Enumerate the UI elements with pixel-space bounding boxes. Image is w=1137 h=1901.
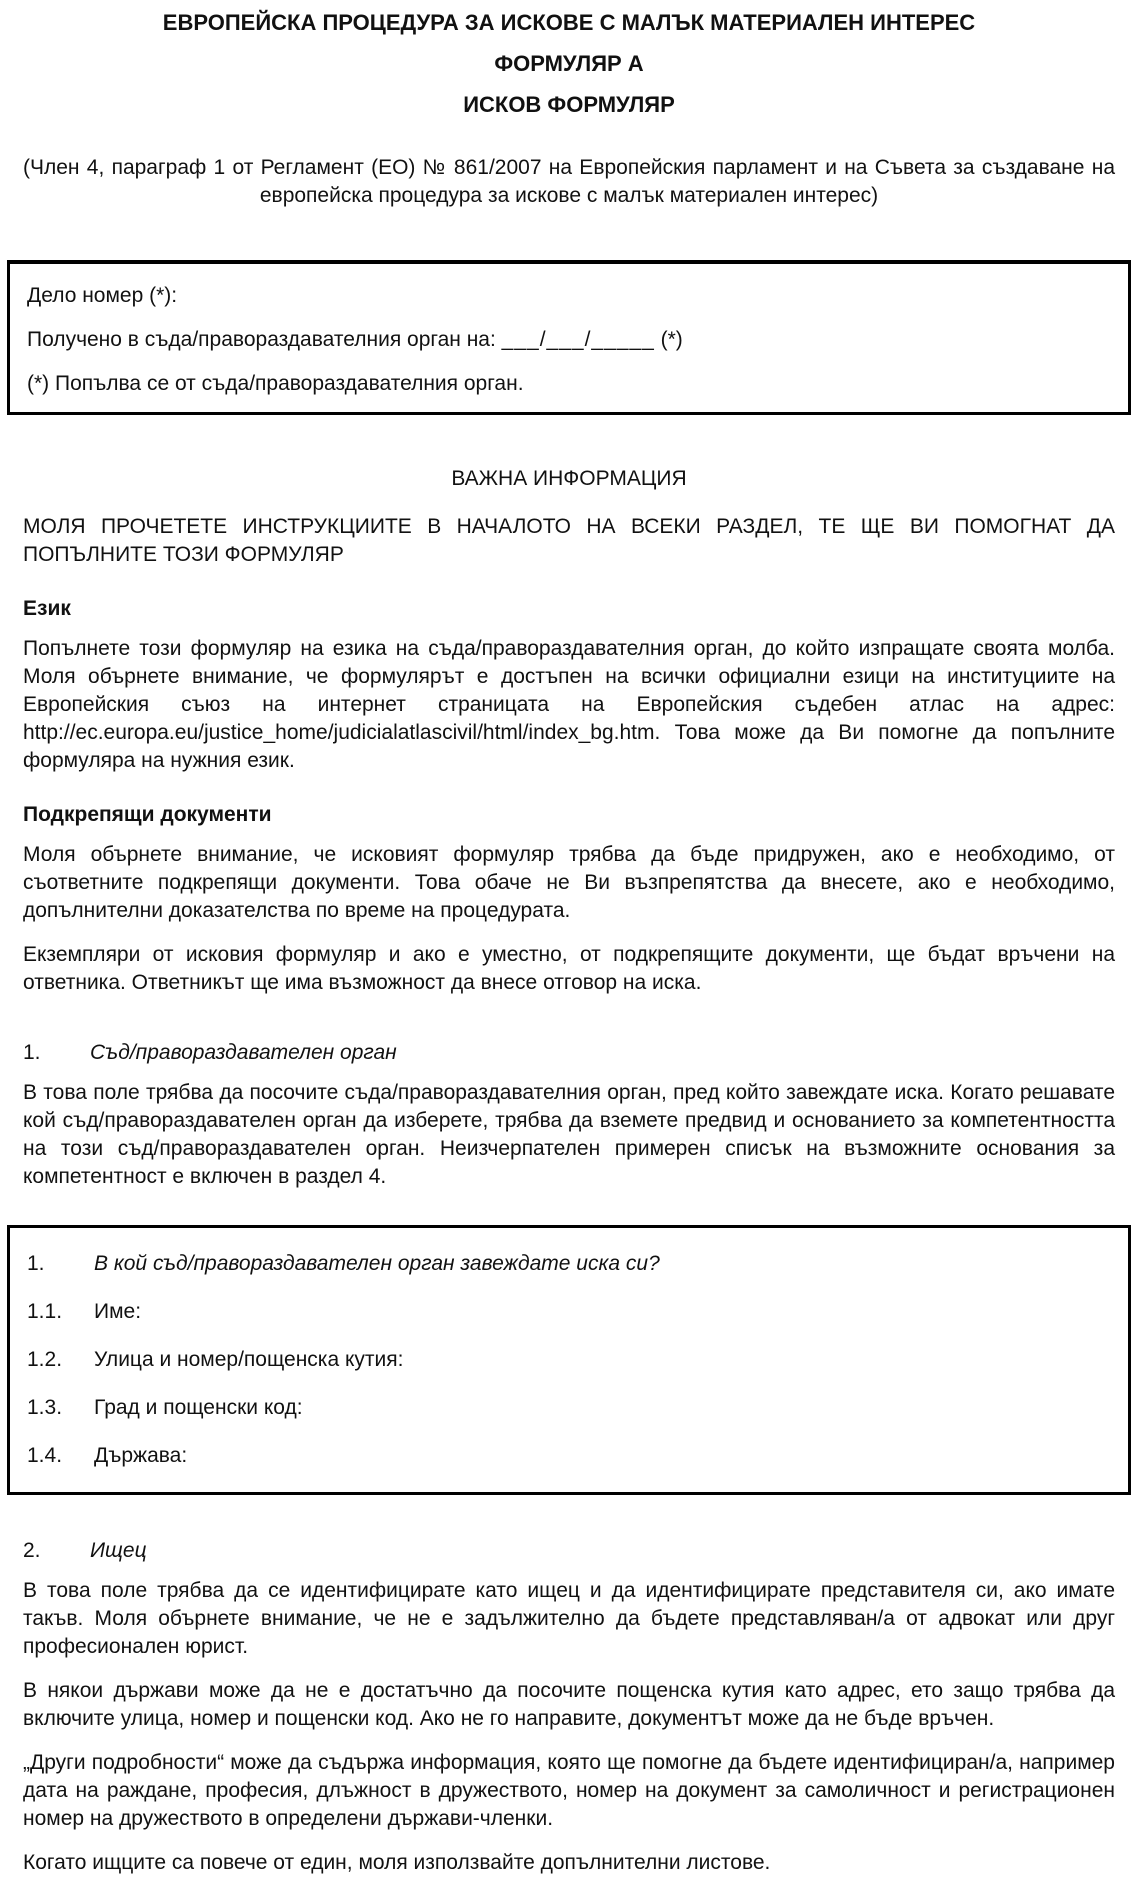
section-2-title: Ищец: [90, 1539, 147, 1562]
case-number-line: Дело номер (*):: [27, 284, 178, 307]
form-field-row: [27, 1394, 1112, 1422]
supporting-docs-heading: Подкрепящи документи: [23, 803, 272, 826]
document-title: ЕВРОПЕЙСКА ПРОЦЕДУРА ЗА ИСКОВЕ С МАЛЪК МАТЕРИАЛЕН ИНТЕРЕС: [162, 10, 976, 35]
section-2-paragraph: Когато ищците са повече от един, моля използвайте допълнителни листове.: [23, 1851, 771, 1874]
court-question-text: В кой съд/правораздавателен орган завеждате иска си?: [94, 1252, 660, 1275]
case-box-footnote: (*) Попълва се от съда/правораздавателния орган.: [27, 372, 524, 395]
field-number: 1.2.: [27, 1348, 63, 1371]
section-2-paragraph: В това поле трябва да се идентифицирате като ищец и да идентифицирате представителя си, ако имате такъв. Моля обърнете внимание, че не е задължително да бъдете представляван/а от адвокат или друг професионален юрист.: [23, 1579, 1115, 1658]
form-field-row: [27, 1298, 1112, 1326]
section-2-paragraph: „Други подробности“ може да съдържа информация, която ще помогне да бъдете идентифициран/а, например дата на раждане, професия, длъжност в дружеството, номер на документ за самоличност и регистрационен номер на дружеството в определени държави-членки.: [23, 1751, 1115, 1830]
section-1-number: 1.: [23, 1041, 41, 1064]
field-label-name: Име:: [94, 1300, 142, 1323]
field-label-street: Улица и номер/пощенска кутия:: [94, 1348, 404, 1371]
form-label: ФОРМУЛЯР А: [494, 51, 644, 76]
section-1-body: В това поле трябва да посочите съда/правораздавателния орган, пред който завеждате иска. Когато решавате кой съд/правораздавателен орган да изберете, трябва да вземете предвид и основанието за компетентността на този съд/правораздавателен орган. Неизчерпателен примерен списък на възможните основания за компетентност е включен в раздел 4.: [23, 1081, 1115, 1188]
court-fields-box: [7, 1225, 1131, 1495]
legal-basis-text: (Член 4, параграф 1 от Регламент (ЕО) № 861/2007 на Европейския парламент и на Съвета за създаване на европейска процедура за искове с малък материален интерес): [23, 156, 1115, 207]
form-field-row: [27, 1442, 1112, 1470]
court-question-row: [27, 1250, 1112, 1278]
received-date-label: Получено в съда/правораздавателния орган на:: [27, 328, 496, 351]
received-date-line: [27, 326, 1112, 354]
form-name: ИСКОВ ФОРМУЛЯР: [463, 92, 675, 117]
footnote-marker: (*): [660, 328, 683, 351]
language-section-heading: Език: [23, 597, 71, 620]
field-number: 1.1.: [27, 1300, 63, 1323]
field-label-city: Град и пощенски код:: [94, 1396, 303, 1419]
language-section-body: Попълнете този формуляр на езика на съда/правораздавателния орган, до който изпращате своята молба. Моля обърнете внимание, че формулярът е достъпен на всички официални езици на институциите на Европейския съюз на интернет страницата на Европейския съдебен атлас на адрес: http://ec.europa.eu/justice_home/judicialatlascivil/html/index_bg.htm. Това може да Ви помогне да попълните формуляра на нужния език.: [23, 637, 1115, 772]
case-info-box: [7, 260, 1131, 415]
section-2-paragraph: В някои държави може да не е достатъчно да посочите пощенска кутия като адрес, ето защо трябва да включите улица, номер и пощенски код. Ако не го направите, документът може да не бъде връчен.: [23, 1679, 1115, 1730]
supporting-docs-paragraph: Екземпляри от исковия формуляр и ако е уместно, от подкрепящите документи, ще бъдат връчени на ответника. Ответникът ще има възможност да внесе отговор на иска.: [23, 943, 1115, 994]
important-info-notice: МОЛЯ ПРОЧЕТЕТЕ ИНСТРУКЦИИТЕ В НАЧАЛОТО НА ВСЕКИ РАЗДЕЛ, ТЕ ЩЕ ВИ ПОМОГНАТ ДА ПОПЪЛНИТЕ ТОЗИ ФОРМУЛЯР: [23, 515, 1115, 566]
date-blank-field: ___/___/_____: [501, 328, 655, 351]
section-1-heading: [23, 1039, 1115, 1067]
field-number: 1.4.: [27, 1444, 63, 1467]
form-field-row: [27, 1346, 1112, 1374]
field-number: 1.3.: [27, 1396, 63, 1419]
section-1-title: Съд/правораздавателен орган: [90, 1041, 397, 1064]
section-2-heading: [23, 1537, 1115, 1565]
field-label-country: Държава:: [94, 1444, 188, 1467]
supporting-docs-paragraph: Моля обърнете внимание, че исковият формуляр трябва да бъде придружен, ако е необходимо, от съответните подкрепящи документи. Това обаче не Ви възпрепятства да внесете, ако е необходимо, допълнителни доказателства по време на процедурата.: [23, 843, 1115, 922]
court-question-number: 1.: [27, 1252, 45, 1275]
section-2-number: 2.: [23, 1539, 41, 1562]
important-info-heading: ВАЖНА ИНФОРМАЦИЯ: [451, 467, 687, 490]
